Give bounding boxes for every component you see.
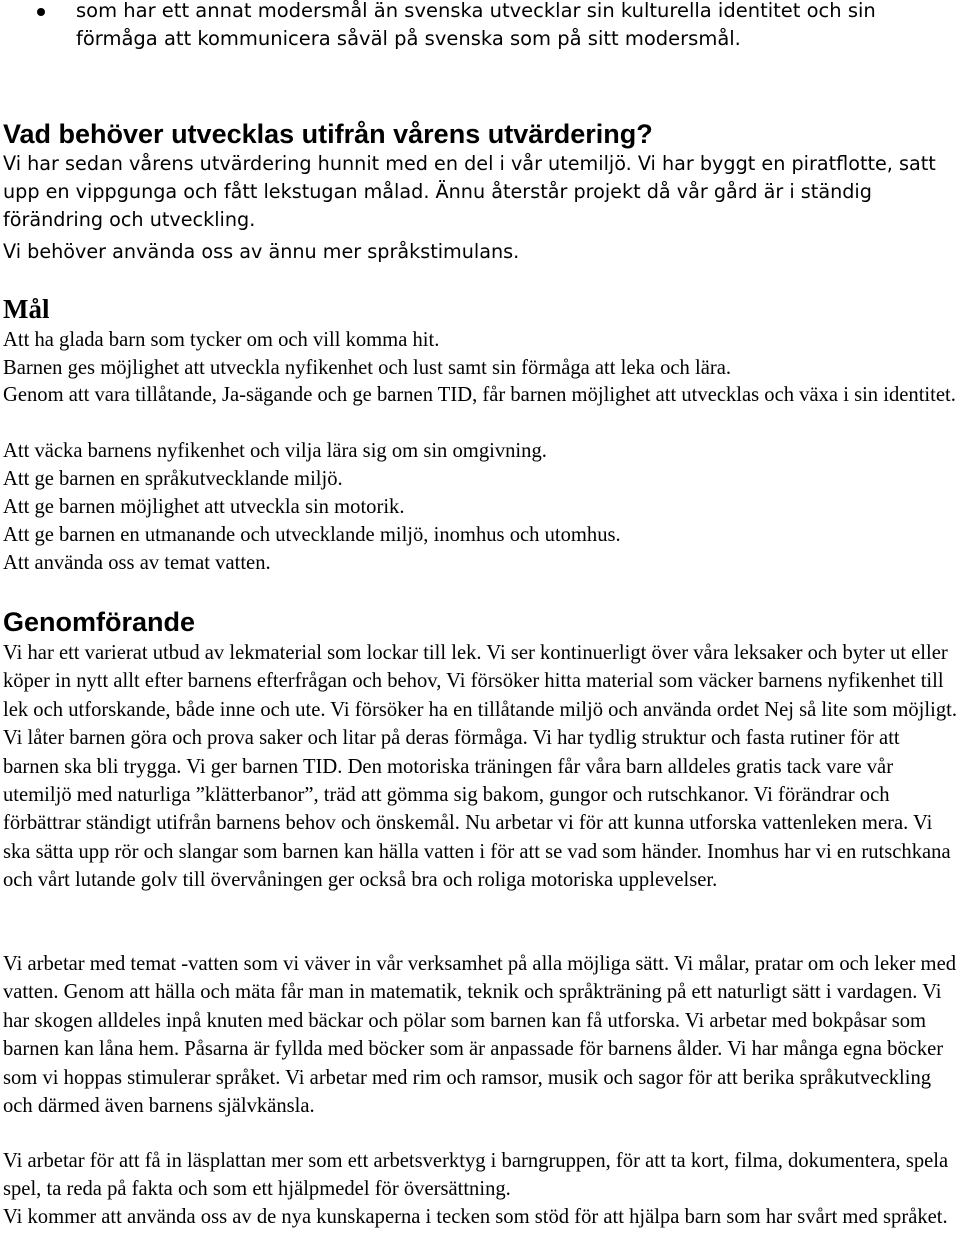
- mal-item: Att ge barnen möjlighet att utveckla sin motorik.: [3, 496, 405, 518]
- mal-item: Barnen ges möjlighet att utveckla nyfikenhet och lust samt sin förmåga att leka och lära.: [3, 357, 731, 379]
- genomforande-paragraph: Vi arbetar med temat -vatten som vi väver in vår verksamhet på alla möjliga sätt. Vi målar, pratar om och leker med vatten. Genom att hälla och mäta får man in matematik, teknik och språkträning på ett naturligt sätt i vardagen. Vi har skogen alldeles inpå knuten med bäckar och pölar som barnen kan få utforska. Vi arbetar med bokpåsar som barnen kan låna hem. Påsarna är fyllda med böcker som är anpassade för barnens ålder. Vi har många egna böcker som vi hoppas stimulerar språket. Vi arbetar med rim och ramsor, musik och sagor för att berika språkutveckling och därmed även barnens självkänsla.: [3, 953, 957, 1118]
- mal-item: Genom att vara tillåtande, Ja-sägande och ge barnen TID, får barnen möjlighet att utvecklas och växa i sin identitet.: [3, 384, 956, 406]
- mal-item: Att använda oss av temat vatten.: [3, 552, 271, 574]
- section-heading-genomforande: Genomförande: [3, 607, 196, 637]
- mal-item: Att ge barnen en utmanande och utvecklande miljö, inomhus och utomhus.: [3, 524, 621, 546]
- genomforande-paragraph: Vi kommer att använda oss av de nya kunskaperna i tecken som stöd för att hjälpa barn som har svårt med språket.: [3, 1206, 948, 1228]
- genomforande-paragraph: Vi har ett varierat utbud av lekmaterial som lockar till lek. Vi ser kontinuerligt över våra leksaker och byter ut eller köper in nytt allt efter barnens efterfrågan och behov, Vi försöker hitta material som väcker barnens nyfikenhet till lek och utforskande, både inne och ute. Vi försöker ha en tillåtande miljö och använda ordet Nej så lite som möjligt. Vi låter barnen göra och prova saker och litar på deras förmåga. Vi har tydlig struktur och fasta rutiner för att barnen ska bli trygga. Vi ger barnen TID. Den motoriska träningen får våra barn alldeles gratis tack vare vår utemiljö med naturliga ”klätterbanor”, träd att gömma sig bakom, gungor och rutschkanor. Vi förändrar och förbättrar ständigt utifrån barnens behov och önskemål. Nu arbetar vi för att kunna utforska vattenleken mera. Vi ska sätta upp rör och slangar som barnen kan hälla vatten i för att se vad som händer. Inomhus har vi en rutschkana och vårt lutande golv till övervåningen ger också bra och roliga motoriska upplevelser.: [3, 642, 958, 892]
- bullet-icon: [37, 8, 45, 16]
- mal-item: Att väcka barnens nyfikenhet och vilja lära sig om sin omgivning.: [3, 440, 547, 462]
- genomforande-paragraph: Vi arbetar för att få in läsplattan mer som ett arbetsverktyg i barngruppen, för att ta kort, filma, dokumentera, spela spel, ta reda på fakta och som ett hjälpmedel för översättning.: [3, 1150, 949, 1201]
- mal-item: Att ge barnen en språkutvecklande miljö.: [3, 468, 343, 490]
- mal-item: Att ha glada barn som tycker om och vill komma hit.: [3, 329, 440, 351]
- utvardering-paragraph: Vi behöver använda oss av ännu mer språkstimulans.: [3, 240, 520, 263]
- bullet-item-text: som har ett annat modersmål än svenska utvecklar sin kulturella identitet och sin förmåga att kommunicera såväl på svenska som på sitt modersmål.: [76, 0, 876, 50]
- utvardering-paragraph: Vi har sedan vårens utvärdering hunnit med en del i vår utemiljö. Vi har byggt en piratflotte, satt upp en vippgunga och fått lekstugan målad. Ännu återstår projekt då vår gård är i ständig förändring och utveckling.: [3, 152, 936, 231]
- section-heading-mal: Mål: [3, 294, 50, 324]
- section-heading-utvardering: Vad behöver utvecklas utifrån vårens utvärdering?: [3, 119, 653, 149]
